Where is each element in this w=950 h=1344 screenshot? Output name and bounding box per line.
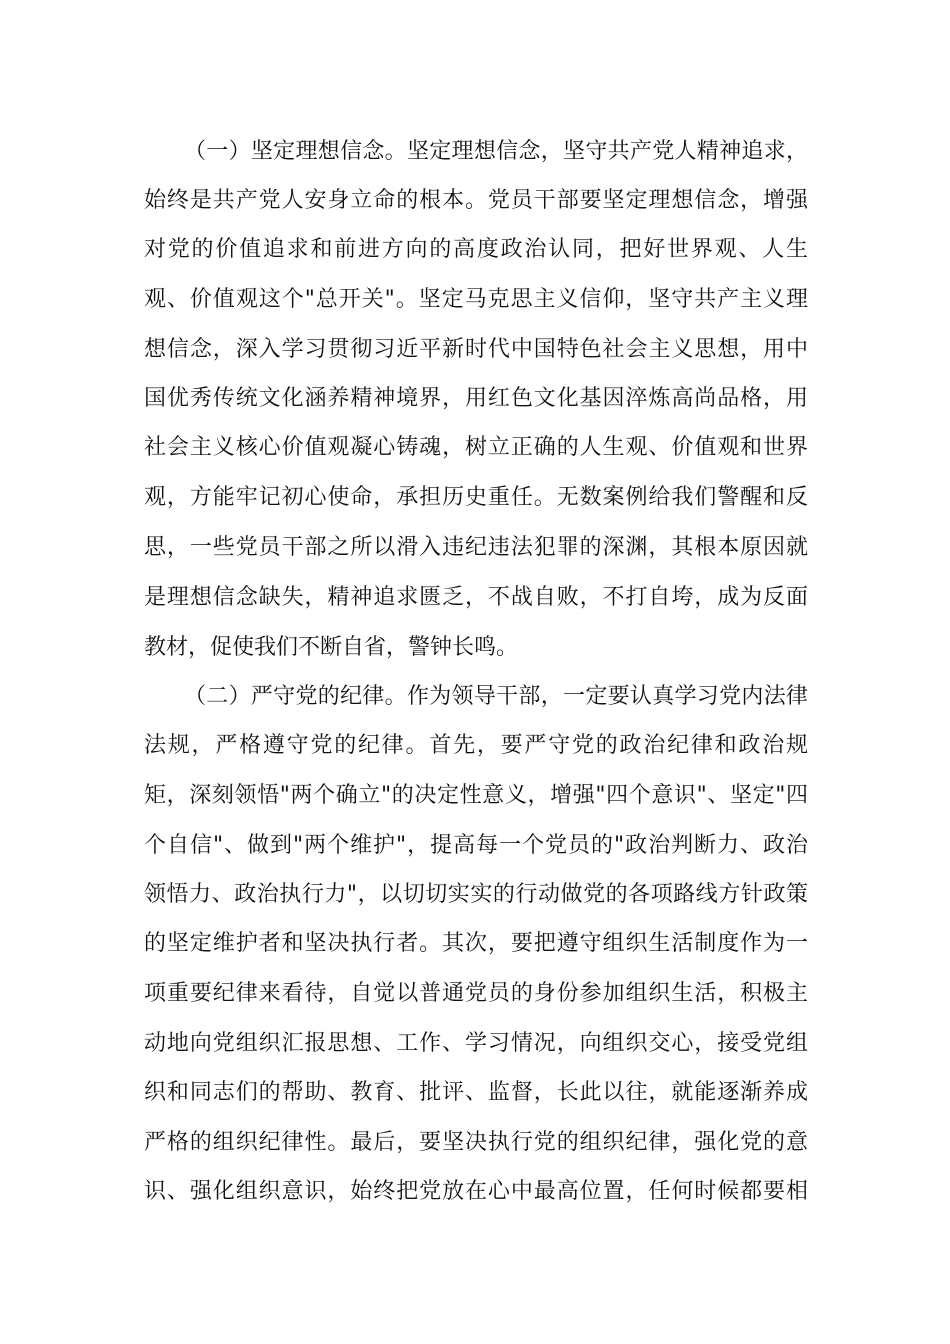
- text-line: 对党的价值追求和前进方向的高度政治认同，把好世界观、人生: [144, 237, 808, 262]
- text-line: 始终是共产党人安身立命的根本。党员干部要坚定理想信念，增强: [144, 188, 808, 213]
- text-line: 严格的组织纪律性。最后，要坚决执行党的组织纪律，强化党的意: [144, 1130, 808, 1155]
- text-line: 思，一些党员干部之所以滑入违纪违法犯罪的深渊，其根本原因就: [144, 535, 808, 560]
- text-line: 想信念，深入学习贯彻习近平新时代中国特色社会主义思想，用中: [144, 337, 808, 362]
- text-line: 个自信"、做到"两个维护"，提高每一个党员的"政治判断力、政治: [144, 833, 808, 858]
- text-line: 织和同志们的帮助、教育、批评、监督，长此以往，就能逐渐养成: [144, 1080, 808, 1105]
- text-line: 的坚定维护者和坚决执行者。其次，要把遵守组织生活制度作为一: [144, 931, 808, 956]
- text-line: 国优秀传统文化涵养精神境界，用红色文化基因淬炼高尚品格，用: [144, 386, 808, 411]
- text-line: 矩，深刻领悟"两个确立"的决定性意义，增强"四个意识"、坚定"四: [144, 783, 808, 808]
- text-line: （二）严守党的纪律。作为领导干部，一定要认真学习党内法律: [184, 684, 808, 709]
- text-line: 动地向党组织汇报思想、工作、学习情况，向组织交心，接受党组: [144, 1031, 808, 1056]
- text-line: 社会主义核心价值观凝心铸魂，树立正确的人生观、价值观和世界: [144, 435, 808, 460]
- text-line: 项重要纪律来看待，自觉以普通党员的身份参加组织生活，积极主: [144, 981, 808, 1006]
- text-line: 法规，严格遵守党的纪律。首先，要严守党的政治纪律和政治规: [144, 733, 808, 758]
- text-line: （一）坚定理想信念。坚定理想信念，坚守共产党人精神追求，: [184, 139, 808, 164]
- text-line: 观，方能牢记初心使命，承担历史重任。无数案例给我们警醒和反: [144, 485, 808, 510]
- text-line: 观、价值观这个"总开关"。坚定马克思主义信仰，坚守共产主义理: [144, 287, 808, 312]
- text-line: 是理想信念缺失，精神追求匮乏，不战自败，不打自垮，成为反面: [144, 585, 808, 610]
- text-line: 识、强化组织意识，始终把党放在心中最高位置，任何时候都要相: [144, 1179, 808, 1204]
- text-line: 教材，促使我们不断自省，警钟长鸣。: [144, 635, 519, 660]
- text-line: 领悟力、政治执行力"，以切切实实的行动做党的各项路线方针政策: [144, 882, 808, 907]
